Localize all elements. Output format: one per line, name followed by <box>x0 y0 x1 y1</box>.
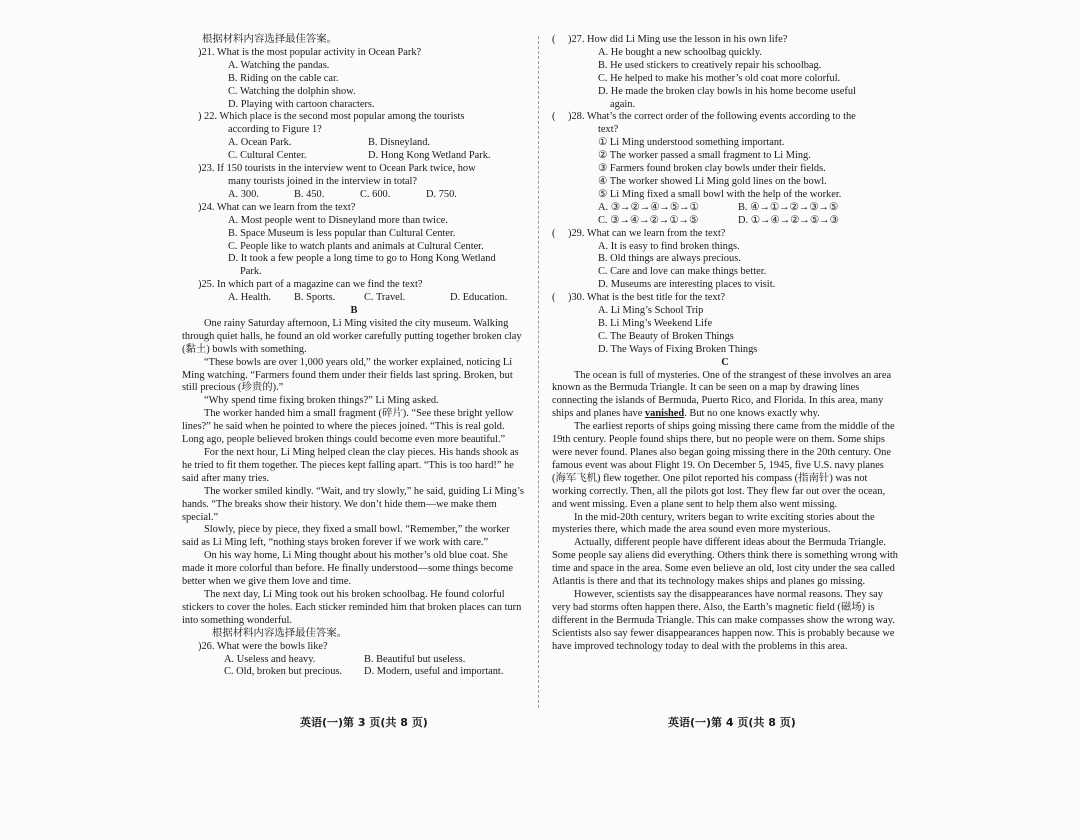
passage-c-paragraph: However, scientists say the disappearances have normal reasons. They say very bad storms often happen there. Also, the Earth’s magnetic field (磁场) is different in the Bermuda Triangle. This can make compasses show the wrong way. Scientists also say fewer disappearances happen now. This is probably because we have improved technology today to deal with the problems in this area. <box>552 588 895 652</box>
q24-option-a[interactable]: A. Most people went to Disneyland more than twice. <box>228 214 448 226</box>
q30-option-c[interactable]: C. The Beauty of Broken Things <box>598 330 734 342</box>
question-29-stem: ( )29. What can we learn from the text? <box>552 227 726 239</box>
passage-c-paragraph: The ocean is full of mysteries. One of the strangest of these involves an area known as the Bermuda Triangle. It can be seen on a map by drawing lines connecting the islands of Bermuda, Puerto Rico, and Florida. In this area, many ships and planes have vanished. But no one knows exactly why. <box>552 369 892 420</box>
q22-option-d[interactable]: D. Hong Kong Wetland Park. <box>368 150 491 162</box>
q26-option-b[interactable]: B. Beautiful but useless. <box>364 653 466 665</box>
q24-option-c[interactable]: C. People like to watch plants and animals at Cultural Center. <box>228 240 484 252</box>
q22-option-b[interactable]: B. Disneyland. <box>368 137 431 149</box>
q28-option-a[interactable]: A. ③→②→④→⑤→① <box>598 201 699 213</box>
section-c-heading: C <box>721 356 729 368</box>
q26-options-row-1 <box>182 654 526 667</box>
q22-options-row-2 <box>182 150 526 163</box>
q28-event: ③ Farmers found broken clay bowls under their fields. <box>598 163 826 175</box>
q30-option-a[interactable]: A. Li Ming’s School Trip <box>598 305 704 317</box>
q23-options-row <box>182 189 526 202</box>
question-27-stem: ( )27. How did Li Ming use the lesson in his own life? <box>552 34 788 45</box>
question-30-stem: ( )30. What is the best title for the text? <box>552 292 726 304</box>
q28-event: ① Li Ming understood something important. <box>598 137 785 149</box>
q30-option-d[interactable]: D. The Ways of Fixing Broken Things <box>598 343 758 355</box>
q25-option-c[interactable]: C. Travel. <box>364 292 406 304</box>
q29-option-d[interactable]: D. Museums are interesting places to visit. <box>598 279 776 291</box>
question-28-stem: ( )28. What’s the correct order of the following events according to the <box>552 111 856 123</box>
q21-option-d[interactable]: D. Playing with cartoon characters. <box>228 98 375 110</box>
passage-c-paragraph: Actually, different people have different ideas about the Bermuda Triangle. Some people say aliens did everything. Others think there is something wrong with time and space in the area. Some even believe an old, lost city under the sea called Atlantis is there and that its technology makes ships and planes go missing. <box>552 537 899 588</box>
instruction-heading-2: 根据材料内容选择最佳答案。 <box>212 627 348 639</box>
q30-option-b[interactable]: B. Li Ming’s Weekend Life <box>598 317 713 329</box>
q28-option-b[interactable]: B. ④→①→②→③→⑤ <box>738 201 839 213</box>
q26-options-row-2 <box>182 666 526 679</box>
question-24-stem: )24. What can we learn from the text? <box>198 201 356 213</box>
q27-option-d[interactable]: D. He made the broken clay bowls in his home become useful <box>598 85 856 97</box>
question-21-stem: )21. What is the most popular activity in Ocean Park? <box>198 46 422 58</box>
q22-option-a[interactable]: A. Ocean Park. <box>228 137 292 149</box>
q27-option-a[interactable]: A. He bought a new schoolbag quickly. <box>598 46 762 58</box>
q29-option-a[interactable]: A. It is easy to find broken things. <box>598 240 740 252</box>
page-footer-4: 英语(一)第 4 页(共 8 页) <box>668 716 796 729</box>
q22-option-c[interactable]: C. Cultural Center. <box>228 150 307 162</box>
passage-b-paragraph: On his way home, Li Ming thought about his mother’s old blue coat. She made it more colorful than before. He finally understood—some things become better when we give them love and time. <box>182 550 513 588</box>
question-23-stem: )23. If 150 tourists in the interview went to Ocean Park twice, how <box>198 163 476 175</box>
passage-b-paragraph: The worker handed him a small fragment (碎片). “See these bright yellow lines?” he said when he pointed to where the pieces joined. “This is real gold. Long ago, people believed broken things could become even more beautiful.” <box>182 408 514 446</box>
q25-option-a[interactable]: A. Health. <box>228 292 271 304</box>
q28-event: ④ The worker showed Li Ming gold lines on the bowl. <box>598 175 827 187</box>
question-23-stem-cont: many tourists joined in the interview in total? <box>228 175 418 187</box>
q24-option-d-cont: Park. <box>240 266 262 278</box>
question-22-stem-cont: according to Figure 1? <box>228 124 322 136</box>
passage-b-paragraph: Slowly, piece by piece, they fixed a small bowl. “Remember,” the worker said as Li Ming left, “nothing stays broken forever if we work with care.” <box>182 524 510 549</box>
q21-option-b[interactable]: B. Riding on the cable car. <box>228 72 339 84</box>
passage-b-paragraph: The next day, Li Ming took out his broken schoolbag. He found colorful stickers to cover the holes. Each sticker reminded him that broken places can turn into something wonderful. <box>182 588 522 626</box>
q27-option-d-cont: again. <box>610 98 636 110</box>
q23-option-c[interactable]: C. 600. <box>360 188 391 200</box>
q23-option-a[interactable]: A. 300. <box>228 188 259 200</box>
q25-option-d[interactable]: D. Education. <box>450 292 508 304</box>
q29-option-b[interactable]: B. Old things are always precious. <box>598 253 741 265</box>
page-3-column <box>182 34 526 679</box>
q23-option-d[interactable]: D. 750. <box>426 188 457 200</box>
question-25-stem: )25. In which part of a magazine can we find the text? <box>198 279 423 291</box>
page-footer-3: 英语(一)第 3 页(共 8 页) <box>300 716 428 729</box>
q27-option-c[interactable]: C. He helped to make his mother’s old coat more colorful. <box>598 72 841 84</box>
q21-option-a[interactable]: A. Watching the pandas. <box>228 59 330 71</box>
q28-options-row-1 <box>552 202 898 215</box>
q28-option-d[interactable]: D. ①→④→②→⑤→③ <box>738 214 839 226</box>
passage-c-paragraph: In the mid-20th century, writers began to write exciting stories about the mysteries there, which made the area sound even more mysterious. <box>552 511 875 536</box>
q27-option-b[interactable]: B. He used stickers to creatively repair his schoolbag. <box>598 59 822 71</box>
q29-option-c[interactable]: C. Care and love can make things better. <box>598 266 767 278</box>
q24-option-b[interactable]: B. Space Museum is less popular than Cultural Center. <box>228 227 456 239</box>
page-4-column <box>552 34 898 654</box>
q22-options-row-1 <box>182 137 526 150</box>
passage-b-paragraph: The worker smiled kindly. “Wait, and try slowly,” he said, guiding Li Ming’s hands. “The breaks show their history. We don’t hide them—we make them special.” <box>182 485 524 523</box>
q26-option-d[interactable]: D. Modern, useful and important. <box>364 666 504 678</box>
passage-b-paragraph: For the next hour, Li Ming helped clean the clay pieces. His hands shook as he tried to fit them together. The pieces kept falling apart. “This is too hard!” he said after many tries. <box>182 447 519 484</box>
q25-option-b[interactable]: B. Sports. <box>294 292 336 304</box>
passage-b-paragraph: “These bowls are over 1,000 years old,” the worker explained, noticing Li Ming watching. “Farmers found them under their fields last spring. Broken, but still precious (珍贵的).” <box>182 356 513 394</box>
q28-options-row-2 <box>552 215 898 228</box>
passage-b-paragraph: “Why spend time fixing broken things?” Li Ming asked. <box>204 395 439 407</box>
q28-event: ② The worker passed a small fragment to Li Ming. <box>598 150 811 162</box>
q26-option-a[interactable]: A. Useless and heavy. <box>224 653 316 665</box>
q23-option-b[interactable]: B. 450. <box>294 188 325 200</box>
q26-option-c[interactable]: C. Old, broken but precious. <box>224 666 343 678</box>
q21-option-c[interactable]: C. Watching the dolphin show. <box>228 85 356 97</box>
page-divider <box>538 36 539 708</box>
passage-b-paragraph: One rainy Saturday afternoon, Li Ming visited the city museum. Walking through quiet halls, he found an old worker carefully putting together broken clay (黏土) bowls with something. <box>182 317 522 355</box>
passage-c-paragraph: The earliest reports of ships going missing there came from the middle of the 19th century. People found ships there, but no people were on them. Some ships were never found. Planes also began going missing there in the 20th century. One famous event was about Flight 19. On December 5, 1945, five U.S. navy planes (海军飞机) flew together. One pilot reported his compass (指南针) was not working correctly. Then, all the pilots got lost. They flew far out over the ocean, and went missing. Even a plane sent to help them also went missing. <box>552 421 895 510</box>
section-b-heading: B <box>350 305 358 317</box>
q25-options-row <box>182 292 526 305</box>
vocab-underlined-word: vanished <box>644 408 685 420</box>
q28-option-c[interactable]: C. ③→④→②→①→⑤ <box>598 214 699 226</box>
question-22-stem: ) 22. Which place is the second most popular among the tourists <box>198 111 465 123</box>
question-26-stem: )26. What were the bowls like? <box>198 640 328 652</box>
q24-option-d[interactable]: D. It took a few people a long time to go to Hong Kong Wetland <box>228 253 496 265</box>
instruction-heading: 根据材料内容选择最佳答案。 <box>202 34 338 45</box>
q28-event: ⑤ Li Ming fixed a small bowl with the help of the worker. <box>598 188 842 200</box>
question-28-stem-cont: text? <box>598 124 619 136</box>
